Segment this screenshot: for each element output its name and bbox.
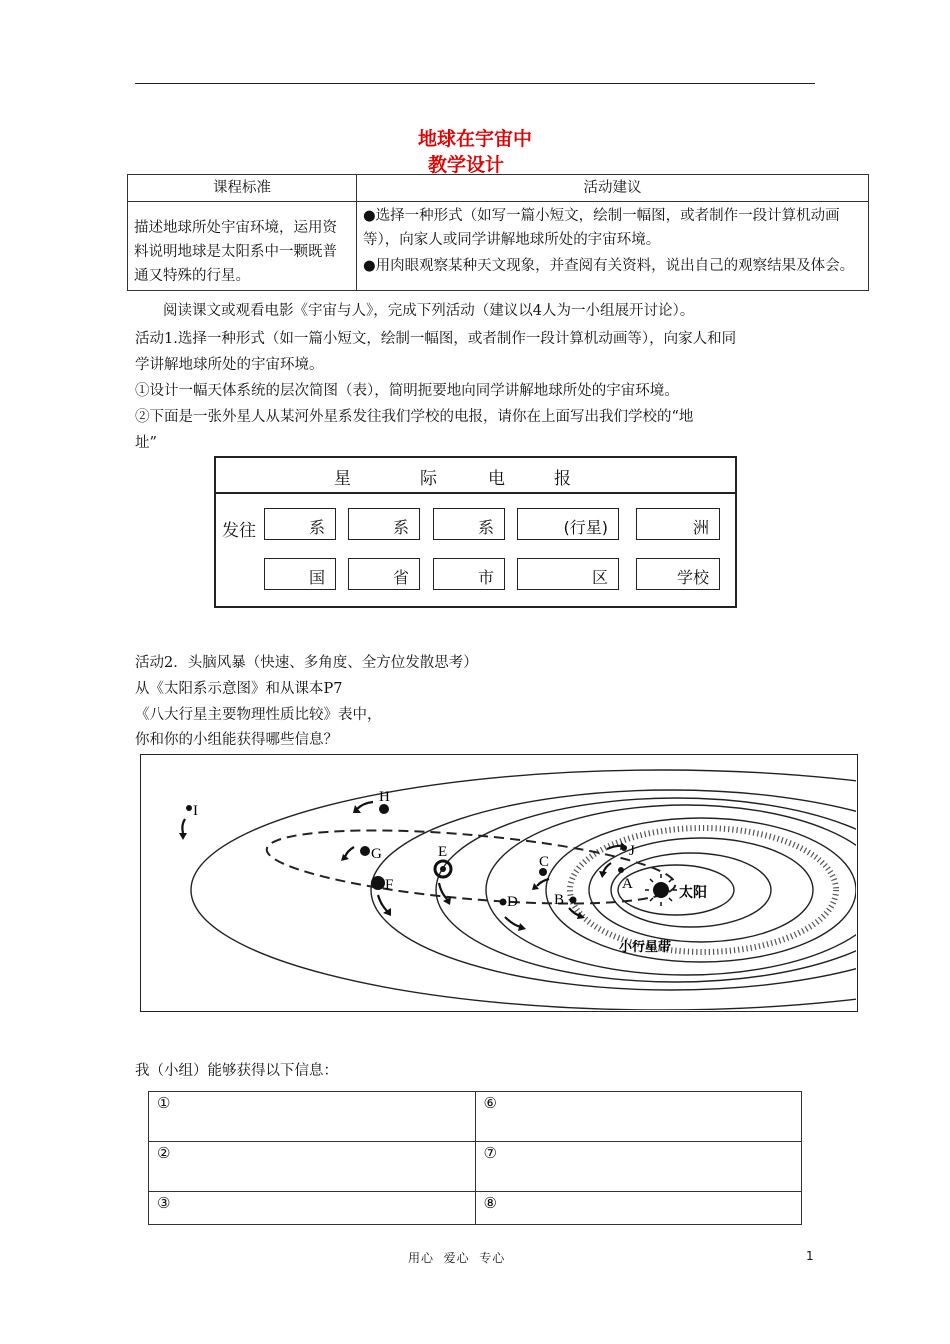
address-field-galaxy[interactable]: 系 [348, 508, 420, 540]
intro-text: 阅读课文或观看电影《宇宙与人》，完成下列活动（建议以4人为一小组展开讨论）。 [163, 303, 695, 319]
planet-f [371, 876, 385, 890]
standards-table [127, 174, 869, 291]
page-title: 地球在宇宙中 [418, 128, 533, 150]
address-field-city[interactable]: 市 [433, 558, 505, 590]
activity1-line1: 活动1.选择一种形式（如一篇小短文，绘制一幅图，或者制作一段计算机动画等），向家人和同 [135, 331, 737, 347]
label-j: J [629, 843, 635, 859]
suggestion-2: ●用肉眼观察某种天文现象，并查阅有关资料，说出自己的观察结果及体会。 [363, 258, 855, 274]
address-field-school[interactable]: 学校 [636, 558, 720, 590]
info-prompt: 我（小组）能够获得以下信息： [135, 1063, 338, 1079]
activity2-line4: 你和你的小组能获得哪些信息？ [135, 732, 338, 748]
info-cell[interactable]: ⑦ [475, 1142, 802, 1192]
page-footer: 用心 爱心 专心 [408, 1251, 506, 1265]
address-field-galaxy[interactable]: 系 [264, 508, 336, 540]
label-h: H [379, 789, 390, 805]
activity2-line3: 《八大行星主要物理性质比较》表中， [135, 707, 382, 723]
address-field-continent[interactable]: 洲 [636, 508, 720, 540]
send-to-label: 发往 [222, 521, 256, 541]
address-field-planet[interactable]: (行星) [517, 508, 619, 540]
planet-g [360, 846, 370, 856]
activity1-item1: ①设计一幅天体系统的层次简图（表），简明扼要地向同学讲解地球所处的宇宙环境。 [135, 383, 679, 399]
activity1-item2-line2: 址” [135, 435, 157, 451]
page-subtitle: 教学设计 [428, 154, 505, 176]
activity1-item2-line1: ②下面是一张外星人从某河外星系发往我们学校的电报，请你在上面写出我们学校的“地 [135, 409, 694, 425]
telegram-header-char: 星 [334, 469, 351, 489]
address-field-province[interactable]: 省 [348, 558, 420, 590]
planet-a [618, 867, 624, 873]
comet-orbit [264, 817, 678, 916]
orbit [191, 770, 856, 1010]
planet-h [379, 804, 389, 814]
standards-header: 课程标准 [128, 175, 357, 202]
info-cell[interactable]: ② [149, 1142, 476, 1192]
address-field-country[interactable]: 国 [264, 558, 336, 590]
suggestion-1: ●选择一种形式（如写一篇小短文，绘制一幅图，或者制作一段计算机动画等），向家人或同学讲解地球所处的宇宙环境。 [363, 208, 840, 248]
asteroid-belt-label: 小行星带 [619, 940, 672, 955]
activity2-line1: 活动2．头脑风暴（快速、多角度、全方位发散思考） [135, 655, 478, 671]
address-field-district[interactable]: 区 [517, 558, 619, 590]
interstellar-telegram [214, 456, 737, 608]
planet-e-core [440, 866, 446, 872]
info-cell[interactable]: ① [149, 1092, 476, 1142]
activity1-line2: 学讲解地球所处的宇宙环境。 [135, 357, 324, 373]
label-a: A [622, 876, 633, 892]
telegram-header [216, 458, 735, 494]
planet-d [500, 899, 507, 906]
standard-text: 描述地球所处宇宙环境，运用资料说明地球是太阳系中一颗既普通又特殊的行星。 [128, 202, 357, 291]
address-field-galaxy[interactable]: 系 [433, 508, 505, 540]
activity2-line2: 从《太阳系示意图》和从课本P7 [135, 681, 343, 697]
header-rule [135, 83, 815, 84]
planet-i [186, 805, 192, 811]
label-b: B [554, 892, 565, 908]
solar-system-diagram [140, 754, 858, 1012]
page-number: 1 [806, 1249, 814, 1263]
label-f: F [385, 877, 394, 893]
label-i: I [193, 803, 198, 819]
telegram-header-char: 际 [420, 469, 437, 489]
telegram-header-char: 电 [488, 469, 505, 489]
label-d: D [507, 894, 518, 910]
info-cell[interactable]: ③ [149, 1192, 476, 1225]
info-cell[interactable]: ⑧ [475, 1192, 802, 1225]
info-table [148, 1091, 802, 1225]
info-cell[interactable]: ⑥ [475, 1092, 802, 1142]
label-e: E [438, 844, 448, 860]
suggestions-header: 活动建议 [357, 175, 869, 202]
orbit [371, 790, 856, 990]
telegram-header-char: 报 [554, 469, 571, 489]
planet-b [570, 897, 577, 904]
label-g: G [371, 846, 382, 862]
sun-label: 太阳 [679, 885, 707, 901]
label-c: C [539, 854, 550, 870]
